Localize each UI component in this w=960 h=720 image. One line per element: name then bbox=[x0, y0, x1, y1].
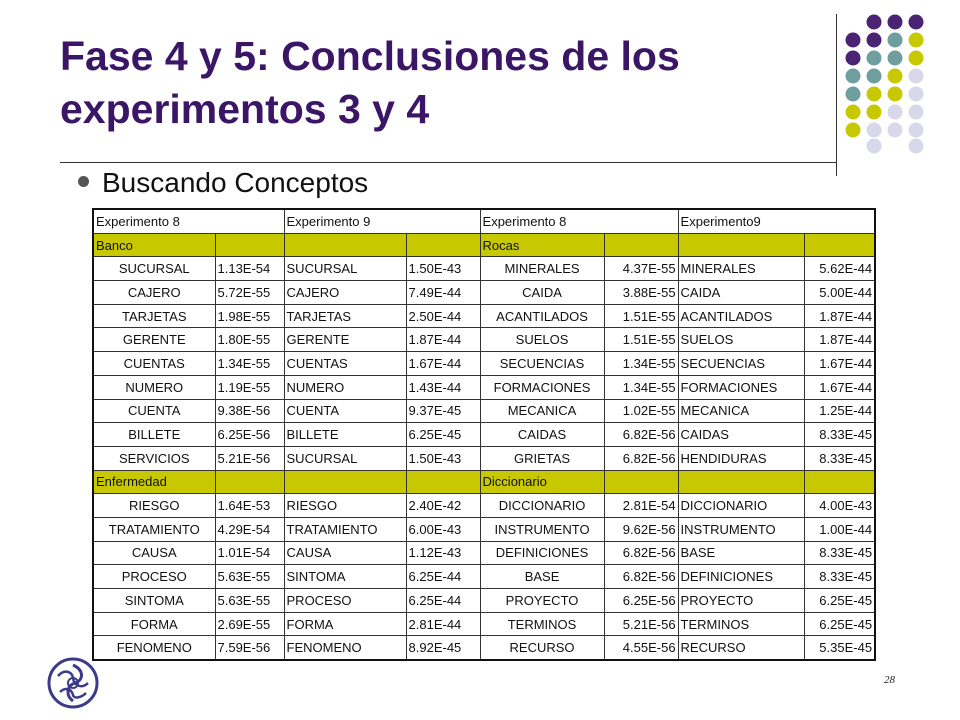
table-row bbox=[93, 304, 875, 328]
term-cell: GERENTE bbox=[93, 328, 215, 352]
term-cell: MINERALES bbox=[480, 257, 604, 281]
category-empty-cell bbox=[215, 233, 284, 257]
term-cell: ACANTILADOS bbox=[480, 304, 604, 328]
value-cell: 1.80E-55 bbox=[215, 328, 284, 352]
value-cell: 6.82E-56 bbox=[604, 423, 678, 447]
value-cell: 1.87E-44 bbox=[804, 304, 875, 328]
category-label: Rocas bbox=[480, 233, 604, 257]
term-cell: TERMINOS bbox=[480, 612, 604, 636]
term-cell: CUENTA bbox=[284, 399, 406, 423]
value-cell: 2.81E-44 bbox=[406, 612, 480, 636]
decorative-dot bbox=[846, 33, 861, 48]
term-cell: TRATAMIENTO bbox=[93, 517, 215, 541]
decorative-dot bbox=[846, 123, 861, 138]
decorative-dot bbox=[867, 105, 882, 120]
decorative-dot bbox=[909, 139, 924, 154]
value-cell: 6.25E-45 bbox=[804, 612, 875, 636]
term-cell: CAIDA bbox=[480, 281, 604, 305]
value-cell: 1.34E-55 bbox=[604, 375, 678, 399]
page-number: 28 bbox=[884, 674, 895, 686]
value-cell: 6.25E-56 bbox=[215, 423, 284, 447]
bullet-dot-icon bbox=[78, 176, 89, 187]
term-cell: INSTRUMENTO bbox=[678, 517, 804, 541]
term-cell: CUENTAS bbox=[93, 352, 215, 376]
value-cell: 6.25E-45 bbox=[804, 589, 875, 613]
term-cell: PROYECTO bbox=[678, 589, 804, 613]
term-cell: SUELOS bbox=[678, 328, 804, 352]
category-label: Banco bbox=[93, 233, 215, 257]
term-cell: RECURSO bbox=[678, 636, 804, 660]
value-cell: 1.01E-54 bbox=[215, 541, 284, 565]
category-empty-cell bbox=[804, 233, 875, 257]
value-cell: 1.67E-44 bbox=[804, 352, 875, 376]
value-cell: 9.37E-45 bbox=[406, 399, 480, 423]
term-cell: CAUSA bbox=[284, 541, 406, 565]
term-cell: PROYECTO bbox=[480, 589, 604, 613]
table-row bbox=[93, 589, 875, 613]
value-cell: 1.67E-44 bbox=[406, 352, 480, 376]
category-empty-cell bbox=[284, 233, 406, 257]
value-cell: 8.33E-45 bbox=[804, 541, 875, 565]
title-divider-line bbox=[60, 162, 836, 163]
category-row bbox=[93, 470, 875, 494]
value-cell: 1.87E-44 bbox=[406, 328, 480, 352]
value-cell: 9.62E-56 bbox=[604, 517, 678, 541]
category-empty-cell bbox=[678, 470, 804, 494]
value-cell: 5.21E-56 bbox=[215, 446, 284, 470]
term-cell: FORMA bbox=[284, 612, 406, 636]
value-cell: 1.64E-53 bbox=[215, 494, 284, 518]
term-cell: CAIDAS bbox=[480, 423, 604, 447]
term-cell: CAUSA bbox=[93, 541, 215, 565]
term-cell: FORMA bbox=[93, 612, 215, 636]
table-row bbox=[93, 446, 875, 470]
value-cell: 8.92E-45 bbox=[406, 636, 480, 660]
column-header: Experimento 8 bbox=[93, 209, 284, 233]
term-cell: CAIDAS bbox=[678, 423, 804, 447]
value-cell: 6.25E-44 bbox=[406, 565, 480, 589]
term-cell: SUCURSAL bbox=[93, 257, 215, 281]
value-cell: 6.82E-56 bbox=[604, 541, 678, 565]
value-cell: 6.25E-44 bbox=[406, 589, 480, 613]
decorative-dot bbox=[909, 105, 924, 120]
value-cell: 8.33E-45 bbox=[804, 565, 875, 589]
value-cell: 2.69E-55 bbox=[215, 612, 284, 636]
term-cell: CAJERO bbox=[284, 281, 406, 305]
category-label: Enfermedad bbox=[93, 470, 215, 494]
term-cell: FENOMENO bbox=[93, 636, 215, 660]
decorative-dot bbox=[867, 123, 882, 138]
category-empty-cell bbox=[604, 470, 678, 494]
decorative-dot bbox=[846, 69, 861, 84]
term-cell: FORMACIONES bbox=[480, 375, 604, 399]
table-row bbox=[93, 375, 875, 399]
term-cell: FORMACIONES bbox=[678, 375, 804, 399]
decorative-dot bbox=[888, 105, 903, 120]
term-cell: SUCURSAL bbox=[284, 446, 406, 470]
category-row bbox=[93, 233, 875, 257]
decorative-dot bbox=[888, 33, 903, 48]
value-cell: 1.50E-43 bbox=[406, 446, 480, 470]
term-cell: TARJETAS bbox=[284, 304, 406, 328]
bullet-item bbox=[78, 167, 368, 199]
value-cell: 6.25E-45 bbox=[406, 423, 480, 447]
value-cell: 1.51E-55 bbox=[604, 304, 678, 328]
value-cell: 5.62E-44 bbox=[804, 257, 875, 281]
value-cell: 1.43E-44 bbox=[406, 375, 480, 399]
term-cell: MINERALES bbox=[678, 257, 804, 281]
decorative-dot bbox=[888, 123, 903, 138]
value-cell: 5.63E-55 bbox=[215, 565, 284, 589]
value-cell: 5.72E-55 bbox=[215, 281, 284, 305]
value-cell: 4.55E-56 bbox=[604, 636, 678, 660]
category-empty-cell bbox=[284, 470, 406, 494]
value-cell: 5.21E-56 bbox=[604, 612, 678, 636]
category-empty-cell bbox=[678, 233, 804, 257]
table-header-row bbox=[93, 209, 875, 233]
value-cell: 5.00E-44 bbox=[804, 281, 875, 305]
term-cell: SECUENCIAS bbox=[480, 352, 604, 376]
term-cell: TRATAMIENTO bbox=[284, 517, 406, 541]
decorative-dot bbox=[846, 105, 861, 120]
term-cell: SUCURSAL bbox=[284, 257, 406, 281]
term-cell: NUMERO bbox=[284, 375, 406, 399]
column-header: Experimento 8 bbox=[480, 209, 678, 233]
term-cell: HENDIDURAS bbox=[678, 446, 804, 470]
value-cell: 1.00E-44 bbox=[804, 517, 875, 541]
value-cell: 6.25E-56 bbox=[604, 589, 678, 613]
value-cell: 6.82E-56 bbox=[604, 565, 678, 589]
decorative-dot bbox=[867, 69, 882, 84]
table-row bbox=[93, 517, 875, 541]
term-cell: SINTOMA bbox=[284, 565, 406, 589]
value-cell: 1.67E-44 bbox=[804, 375, 875, 399]
term-cell: CUENTAS bbox=[284, 352, 406, 376]
term-cell: MECANICA bbox=[678, 399, 804, 423]
term-cell: PROCESO bbox=[284, 589, 406, 613]
table-row bbox=[93, 423, 875, 447]
table-row bbox=[93, 352, 875, 376]
decorative-dot bbox=[867, 51, 882, 66]
term-cell: GRIETAS bbox=[480, 446, 604, 470]
value-cell: 1.34E-55 bbox=[604, 352, 678, 376]
decorative-dot bbox=[909, 33, 924, 48]
term-cell: SERVICIOS bbox=[93, 446, 215, 470]
term-cell: RIESGO bbox=[93, 494, 215, 518]
term-cell: DEFINICIONES bbox=[678, 565, 804, 589]
value-cell: 1.50E-43 bbox=[406, 257, 480, 281]
term-cell: FENOMENO bbox=[284, 636, 406, 660]
term-cell: NUMERO bbox=[93, 375, 215, 399]
term-cell: DICCIONARIO bbox=[480, 494, 604, 518]
table-row bbox=[93, 257, 875, 281]
category-empty-cell bbox=[406, 233, 480, 257]
category-label: Diccionario bbox=[480, 470, 604, 494]
term-cell: INSTRUMENTO bbox=[480, 517, 604, 541]
decorative-dot bbox=[888, 15, 903, 30]
value-cell: 1.51E-55 bbox=[604, 328, 678, 352]
value-cell: 5.63E-55 bbox=[215, 589, 284, 613]
decorative-dot bbox=[867, 139, 882, 154]
table-row bbox=[93, 328, 875, 352]
term-cell: ACANTILADOS bbox=[678, 304, 804, 328]
decorative-dot bbox=[909, 51, 924, 66]
value-cell: 8.33E-45 bbox=[804, 446, 875, 470]
value-cell: 4.00E-43 bbox=[804, 494, 875, 518]
column-header: Experimento 9 bbox=[284, 209, 480, 233]
value-cell: 7.49E-44 bbox=[406, 281, 480, 305]
decorative-dot bbox=[846, 87, 861, 102]
decorative-dot bbox=[909, 69, 924, 84]
term-cell: TARJETAS bbox=[93, 304, 215, 328]
value-cell: 8.33E-45 bbox=[804, 423, 875, 447]
vertical-divider-line bbox=[836, 14, 837, 176]
term-cell: RIESGO bbox=[284, 494, 406, 518]
table-row bbox=[93, 565, 875, 589]
table-row bbox=[93, 612, 875, 636]
value-cell: 1.19E-55 bbox=[215, 375, 284, 399]
value-cell: 1.98E-55 bbox=[215, 304, 284, 328]
value-cell: 1.34E-55 bbox=[215, 352, 284, 376]
term-cell: RECURSO bbox=[480, 636, 604, 660]
decorative-dot bbox=[846, 51, 861, 66]
table-row bbox=[93, 494, 875, 518]
term-cell: SINTOMA bbox=[93, 589, 215, 613]
term-cell: BILLETE bbox=[284, 423, 406, 447]
column-header: Experimento9 bbox=[678, 209, 875, 233]
term-cell: BILLETE bbox=[93, 423, 215, 447]
value-cell: 4.29E-54 bbox=[215, 517, 284, 541]
value-cell: 1.25E-44 bbox=[804, 399, 875, 423]
category-empty-cell bbox=[215, 470, 284, 494]
value-cell: 9.38E-56 bbox=[215, 399, 284, 423]
decorative-dot bbox=[909, 15, 924, 30]
decorative-dot bbox=[909, 123, 924, 138]
value-cell: 1.02E-55 bbox=[604, 399, 678, 423]
value-cell: 6.00E-43 bbox=[406, 517, 480, 541]
term-cell: MECANICA bbox=[480, 399, 604, 423]
term-cell: DICCIONARIO bbox=[678, 494, 804, 518]
value-cell: 7.59E-56 bbox=[215, 636, 284, 660]
value-cell: 1.87E-44 bbox=[804, 328, 875, 352]
term-cell: CUENTA bbox=[93, 399, 215, 423]
decorative-dot bbox=[909, 87, 924, 102]
value-cell: 1.12E-43 bbox=[406, 541, 480, 565]
term-cell: CAIDA bbox=[678, 281, 804, 305]
slide-title: Fase 4 y 5: Conclusiones de los experimentos 3 y 4 bbox=[60, 33, 680, 132]
term-cell: DEFINICIONES bbox=[480, 541, 604, 565]
table-row bbox=[93, 636, 875, 660]
value-cell: 2.40E-42 bbox=[406, 494, 480, 518]
decorative-dot bbox=[867, 33, 882, 48]
category-empty-cell bbox=[804, 470, 875, 494]
term-cell: SECUENCIAS bbox=[678, 352, 804, 376]
table-row bbox=[93, 399, 875, 423]
decorative-dot bbox=[867, 15, 882, 30]
decorative-dot bbox=[867, 87, 882, 102]
bullet-text: Buscando Conceptos bbox=[102, 167, 369, 198]
value-cell: 6.82E-56 bbox=[604, 446, 678, 470]
category-empty-cell bbox=[406, 470, 480, 494]
decorative-dot bbox=[888, 51, 903, 66]
term-cell: BASE bbox=[480, 565, 604, 589]
table-row bbox=[93, 541, 875, 565]
term-cell: BASE bbox=[678, 541, 804, 565]
term-cell: SUELOS bbox=[480, 328, 604, 352]
value-cell: 2.50E-44 bbox=[406, 304, 480, 328]
value-cell: 4.37E-55 bbox=[604, 257, 678, 281]
decorative-dot bbox=[888, 69, 903, 84]
category-empty-cell bbox=[604, 233, 678, 257]
concepts-table bbox=[92, 208, 876, 661]
celtic-knot-logo-icon bbox=[46, 656, 100, 710]
decorative-dot bbox=[888, 87, 903, 102]
value-cell: 2.81E-54 bbox=[604, 494, 678, 518]
table-row bbox=[93, 281, 875, 305]
term-cell: PROCESO bbox=[93, 565, 215, 589]
value-cell: 3.88E-55 bbox=[604, 281, 678, 305]
value-cell: 1.13E-54 bbox=[215, 257, 284, 281]
value-cell: 5.35E-45 bbox=[804, 636, 875, 660]
term-cell: GERENTE bbox=[284, 328, 406, 352]
term-cell: CAJERO bbox=[93, 281, 215, 305]
term-cell: TERMINOS bbox=[678, 612, 804, 636]
